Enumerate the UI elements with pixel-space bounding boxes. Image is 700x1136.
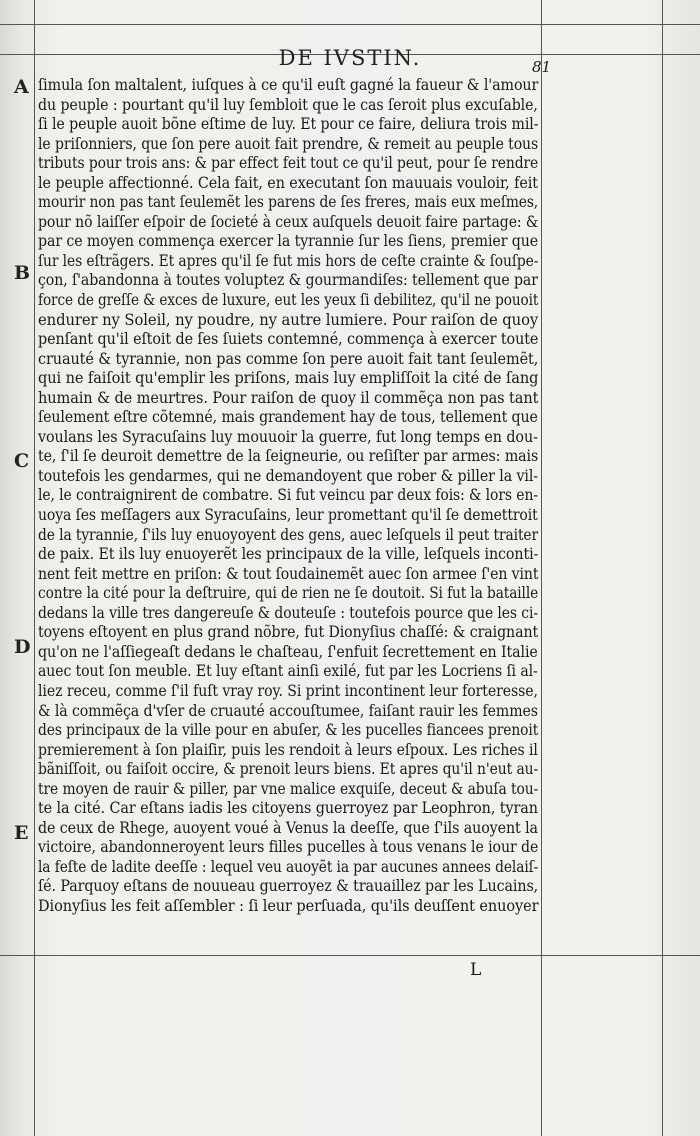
margin-letter-d: D xyxy=(14,636,31,658)
text-line: des principaux de la ville pour en abuſer, & les pucelles fiancees prenoit xyxy=(38,721,539,740)
text-line: bãniſſoit, ou faiſoit occire, & prenoit leurs biens. Et apres qu'il n'eut au- xyxy=(38,760,539,779)
text-line: tributs pour trois ans: & par effect feit tout ce qu'il peut, pour ſe rendre xyxy=(38,154,539,173)
text-line: premierement à ſon plaiſir, puis les rendoit à leurs eſpoux. Les riches il xyxy=(38,740,538,759)
text-line: qu'on ne l'aſſiegeaſt dedans le chaſteau, ſ'enfuit ſecrettement en Italie xyxy=(38,642,538,661)
text-line: endurer ny Soleil, ny poudre, ny autre lumiere. Pour raiſon de quoy xyxy=(38,310,539,329)
text-line: force de greſſe & exces de luxure, eut les yeux ſi debilitez, qu'il ne pouoit xyxy=(38,291,539,310)
text-line: ſeulement eſtre cõtemné, mais grandement hay de tous, tellement que xyxy=(38,408,538,427)
text-line: ſur les eſtrãgers. Et apres qu'il ſe fut mis hors de ceſte crainte & ſouſpe- xyxy=(38,251,539,270)
text-line: auec tout ſon meuble. Et luy eſtant ainſi exilé, fut par les Locriens ſi al- xyxy=(38,662,538,681)
text-line: mourir non pas tant ſeulemẽt les parens de ſes freres, mais eux meſmes, xyxy=(38,193,539,212)
text-line: contre la cité pour la deſtruire, qui de rien ne ſe doutoit. Si fut la bataille xyxy=(38,584,539,603)
text-line: de la tyrannie, ſ'ils luy enuoyoyent des gens, auec leſquels il peut traiter xyxy=(38,525,538,544)
text-line: & là commẽça d'vſer de cruauté accouſtumee, faiſant rauir les femmes xyxy=(38,701,538,720)
page-number: 81 xyxy=(532,58,552,76)
text-line: le priſonniers, que ſon pere auoit fait prendre, & remeit au peuple tous xyxy=(38,134,539,153)
text-line: par ce moyen commença exercer la tyrannie ſur les ſiens, premier que xyxy=(38,232,539,251)
text-line: toutefois les gendarmes, qui ne demandoyent que rober & piller la vil- xyxy=(38,466,538,485)
text-line: le, le contraignirent de combatre. Si fut veincu par deux fois: & lors en- xyxy=(38,486,538,505)
text-line: du peuple : pourtant qu'il luy ſembloit que le cas ſeroit plus excuſable, xyxy=(38,95,538,114)
text-line: uoya ſes meſſagers aux Syracuſains, leur promettant qu'il ſe demettroit xyxy=(38,506,538,525)
text-line: te la cité. Car eſtans iadis les citoyens guerroyez par Leophron, tyran xyxy=(38,799,538,818)
text-line: cruauté & tyrannie, non pas comme ſon pere auoit fait tant ſeulemẽt, xyxy=(38,349,539,368)
catchword: L xyxy=(470,960,482,980)
margin-letter-b: B xyxy=(14,262,31,284)
text-line: pour nõ laiſſer eſpoir de ſocieté à ceux auſquels deuoit faire partage: & xyxy=(38,212,539,231)
right-margin-rule xyxy=(541,0,542,1136)
text-line: nent feit mettre en priſon: & tout ſoudainemẽt auec ſon armee ſ'en vint xyxy=(38,564,539,583)
text-line: çon, ſ'abandonna à toutes voluptez & gourmandiſes: tellement que par xyxy=(38,271,538,290)
text-line: Dionyſius les feit aſſembler : ſi leur perſuada, qu'ils deuſſent enuoyer xyxy=(38,896,539,915)
text-line: liez receu, comme ſ'il fuſt vray roy. Si print incontinent leur forteresse, xyxy=(38,681,538,700)
body-text xyxy=(38,76,538,917)
text-line: penſant qu'il eſtoit de ſes ſuiets contemné, commença à exercer toute xyxy=(38,330,539,349)
text-line: ſi le peuple auoit bõne eſtime de luy. Et pour ce faire, deliura trois mil- xyxy=(38,115,539,134)
outer-rule xyxy=(662,0,663,1136)
left-margin-rule xyxy=(34,0,35,1136)
text-line: de paix. Et ils luy enuoyerẽt les principaux de la ville, leſquels inconti- xyxy=(38,545,539,564)
text-line: ſé. Parquoy eſtans de nouueau guerroyez & trauaillez par les Lucains, xyxy=(38,877,539,896)
text-line: humain & de meurtres. Pour raiſon de quoy il commẽça non pas tant xyxy=(38,388,539,407)
text-line: tre moyen de rauir & piller, par vne malice exquiſe, deceut & abuſa tou- xyxy=(38,779,539,798)
text-line: voulans les Syracuſains luy mouuoir la guerre, fut long temps en dou- xyxy=(38,427,538,446)
text-line: victoire, abandonneroyent leurs filles pucelles à tous venans le iour de xyxy=(38,838,539,857)
text-line: ſimula ſon maltalent, iuſques à ce qu'il euſt gagné la faueur & l'amour xyxy=(38,76,539,94)
text-line: de ceux de Rhege, auoyent voué à Venus la deeſſe, que ſ'ils auoyent la xyxy=(38,818,538,837)
margin-letter-e: E xyxy=(14,822,29,844)
margin-letter-c: C xyxy=(14,450,30,472)
text-line: te, ſ'il ſe deuroit demettre de la ſeigneurie, ou reſiſter par armes: mais xyxy=(38,447,539,466)
text-line: dedans la ville tres dangereuſe & douteuſe : toutefois pource que les ci- xyxy=(38,603,538,622)
margin-letter-a: A xyxy=(14,76,29,98)
footer-rule xyxy=(0,955,700,956)
text-line: la feſte de ladite deeſſe : lequel veu auoyẽt ia par aucunes annees delaiſ- xyxy=(38,857,539,876)
text-line: toyens eſtoyent en plus grand nõbre, fut Dionyſius chaſſé: & craignant xyxy=(38,623,539,642)
running-title: DE IVSTIN. xyxy=(278,46,422,70)
text-line: le peuple affectionné. Cela fait, en executant ſon mauuais vouloir, feit xyxy=(38,173,538,192)
text-line: qui ne faiſoit qu'emplir les priſons, mais luy empliſſoit la cité de ſang xyxy=(38,369,539,388)
header-rule-top xyxy=(0,24,700,25)
